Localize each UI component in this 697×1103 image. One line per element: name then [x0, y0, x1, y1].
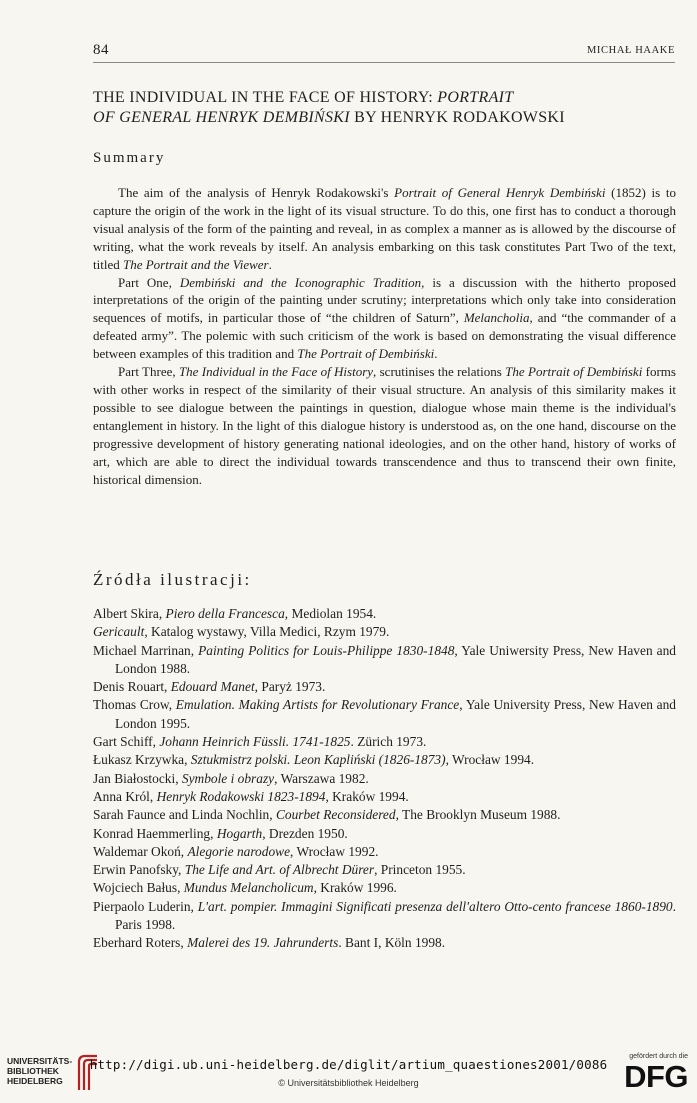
- source-title: Courbet Reconsidered: [275, 807, 396, 823]
- sources-list: [93, 605, 676, 953]
- source-author: Pierpaolo Luderin,: [93, 898, 198, 914]
- source-title: Emulation. Making Artists for Revolutionary France: [175, 697, 460, 713]
- source-entry: [93, 825, 676, 843]
- sources-heading: Źródła ilustracji:: [93, 570, 252, 589]
- source-entry: [93, 770, 676, 788]
- source-entry: [93, 751, 676, 769]
- source-title: Symbole i obrazy: [181, 770, 275, 786]
- source-title: Mundus Melancholicum: [183, 880, 314, 896]
- source-title: L'art. pompier. Immagini Significati presenza dell'altero Otto-cento francese 1860-1890: [197, 898, 673, 914]
- p1-italic-1: Portrait of General Henryk Dembiński: [394, 185, 606, 200]
- source-title: The Life and Art. of Albrecht Dürer: [184, 862, 375, 878]
- source-entry: [93, 733, 676, 751]
- source-title: Johann Heinrich Füssli. 1741-1825: [159, 734, 351, 750]
- footer-url-link[interactable]: http://digi.ub.uni-heidelberg.de/diglit/artium_quaestiones2001/0086: [89, 1057, 608, 1072]
- source-entry: [93, 678, 676, 696]
- page-number: 84: [93, 42, 109, 58]
- running-head: [93, 42, 675, 63]
- summary-heading: Summary: [93, 150, 166, 166]
- p2-text-2: , is a discussion with the hitherto proposed interpretations of the origin of the painting under scrutiny; interpretations which only take into consideration sequences of motifs, in particular those of “the children of Saturn”,: [93, 274, 676, 326]
- dfg-logo[interactable]: [610, 1053, 692, 1095]
- source-author: Anna Król,: [93, 788, 157, 804]
- source-publication: , Katalog wystawy, Villa Medici, Rzym 1979.: [144, 624, 390, 640]
- source-publication: , Wrocław 1994.: [445, 752, 535, 768]
- p3-text-1: Part Three,: [118, 364, 179, 380]
- p2-italic-3: The Portrait of Dembiński: [297, 346, 435, 362]
- source-entry: [93, 879, 676, 897]
- source-author: Sarah Faunce and Linda Nochlin,: [93, 807, 276, 823]
- source-publication: , Wrocław 1992.: [290, 843, 379, 859]
- source-publication: , Paryż 1973.: [254, 679, 326, 695]
- source-title: Gericault: [93, 624, 145, 640]
- source-title: Sztukmistrz polski. Leon Kapliński (1826-1873): [190, 752, 446, 768]
- dfg-logo-text: DFG: [624, 1059, 688, 1094]
- source-title: Painting Politics for Louis-Philippe 1830-1848: [198, 642, 455, 658]
- source-author: Konrad Haemmerling,: [93, 825, 217, 841]
- source-author: Albert Skira,: [93, 606, 166, 621]
- source-publication: . Paris 1998.: [115, 898, 676, 933]
- source-entry: [93, 806, 676, 824]
- source-publication: . Bant I, Köln 1998.: [338, 935, 446, 951]
- source-publication: , Kraków 1996.: [313, 880, 397, 896]
- p3-italic-2: The Portrait of Dembiński: [505, 364, 643, 380]
- p1-italic-2: The Portrait and the Viewer: [122, 256, 269, 272]
- title-line-1-plain: THE INDIVIDUAL IN THE FACE OF HISTORY:: [93, 89, 438, 106]
- p3-italic-1: The Individual in the Face of History: [178, 364, 374, 380]
- p2-text-1: Part One,: [118, 274, 180, 290]
- source-publication: , Princeton 1955.: [374, 862, 466, 878]
- source-author: Waldemar Okoń,: [93, 843, 188, 859]
- footer-copyright: © Universitätsbibliothek Heidelberg: [278, 1078, 419, 1088]
- source-title: Edouard Manet: [170, 679, 255, 695]
- title-line-2-italic: OF GENERAL HENRYK DEMBIŃSKI: [93, 109, 350, 126]
- title-line-2: [93, 108, 683, 128]
- library-logo-text: UNIVERSITÄTS- BIBLIOTHEK HEIDELBERG: [7, 1056, 73, 1086]
- source-title: Piero della Francesca: [165, 606, 285, 621]
- p1-text-2: (1852) is to capture the origin of the work in the light of its visual structure. To do this, one first has to conduct a thorough visual analysis of the form of the painting and reveal, in as complex a manner as is allowed by the discourse of writing, what the work reveals by itself. An analysis embarking on this task constitutes Part Two of the text, titled: [93, 185, 676, 272]
- summary-body: [93, 184, 676, 488]
- p2-italic-2: Melancholia: [463, 310, 530, 326]
- summary-paragraph-3: [93, 363, 676, 488]
- source-title: Malerei des 19. Jahrunderts: [187, 935, 339, 951]
- summary-paragraph-1: [93, 184, 676, 274]
- source-author: Eberhard Roters,: [93, 935, 188, 951]
- title-line-1-italic: PORTRAIT: [437, 89, 514, 106]
- source-publication: , Yale Uniwersity Press, New Haven and London 1988.: [115, 642, 676, 676]
- p2-text-3: , and “the commander of a defeated army”. The polemic with such criticism of the work is based on demonstrating the visual difference between examples of this tradition and: [93, 310, 676, 362]
- source-title: Hogarth: [216, 825, 263, 841]
- source-entry: [93, 934, 676, 952]
- p2-italic-1: Dembiński and the Iconographic Tradition: [179, 274, 422, 290]
- source-publication: , Warszawa 1982.: [274, 770, 369, 786]
- source-author: Jan Białostocki,: [93, 770, 182, 786]
- source-author: Thomas Crow,: [93, 697, 176, 713]
- source-publication: , Drezden 1950.: [262, 825, 348, 841]
- source-author: Łukasz Krzywka,: [93, 752, 191, 768]
- source-author: Erwin Panofsky,: [93, 862, 185, 878]
- source-publication: , The Brooklyn Museum 1988.: [395, 807, 561, 823]
- article-title: [93, 88, 683, 128]
- source-publication: . Zürich 1973.: [350, 734, 427, 750]
- p3-text-3: forms with other works in respect of the similarity of their visual structure. An analysis of this similarity makes it possible to see dialogue between the paintings in question, dialogue whose main theme is the individual's entanglement in history. In the light of this dialogue history is understood as, on the one hand, discourse on the progressive development of history generating national ideologies, and on the other hand, history of works of art, which are able to direct the individual towards transcendence and thus to transcend their own finite, historical dimension.: [93, 364, 676, 487]
- page-footer: [0, 1050, 697, 1103]
- source-entry: [93, 623, 676, 641]
- p2-text-4: .: [434, 346, 438, 362]
- running-author: MICHAŁ HAAKE: [587, 45, 675, 56]
- source-author: Wojciech Bałus,: [93, 880, 184, 896]
- source-author: Michael Marrinan,: [93, 642, 199, 658]
- source-entry: [93, 605, 676, 623]
- source-publication: , Yale University Press, New Haven and London 1995.: [115, 697, 677, 731]
- source-publication: , Kraków 1994.: [325, 788, 409, 804]
- source-title: Henryk Rodakowski 1823-1894: [156, 788, 326, 804]
- source-entry: [93, 843, 676, 861]
- source-title: Alegorie narodowe: [187, 843, 291, 859]
- source-entry: [93, 861, 676, 879]
- p1-text-1: The aim of the analysis of Henryk Rodakowski's: [118, 185, 395, 200]
- funder-note: gefördert durch die: [629, 1053, 688, 1060]
- source-author: Gart Schiff,: [93, 734, 160, 750]
- title-line-2-plain: BY HENRYK RODAKOWSKI: [349, 109, 565, 126]
- source-entry: [93, 696, 676, 733]
- source-author: Denis Rouart,: [93, 679, 171, 695]
- p3-text-2: , scrutinises the relations: [373, 364, 506, 380]
- source-publication: , Mediolan 1954.: [284, 606, 377, 621]
- title-line-1: [93, 88, 683, 108]
- source-entry: [93, 642, 676, 679]
- source-entry: [93, 898, 676, 935]
- summary-paragraph-2: [93, 274, 676, 364]
- p1-text-3: .: [268, 256, 272, 272]
- source-entry: [93, 788, 676, 806]
